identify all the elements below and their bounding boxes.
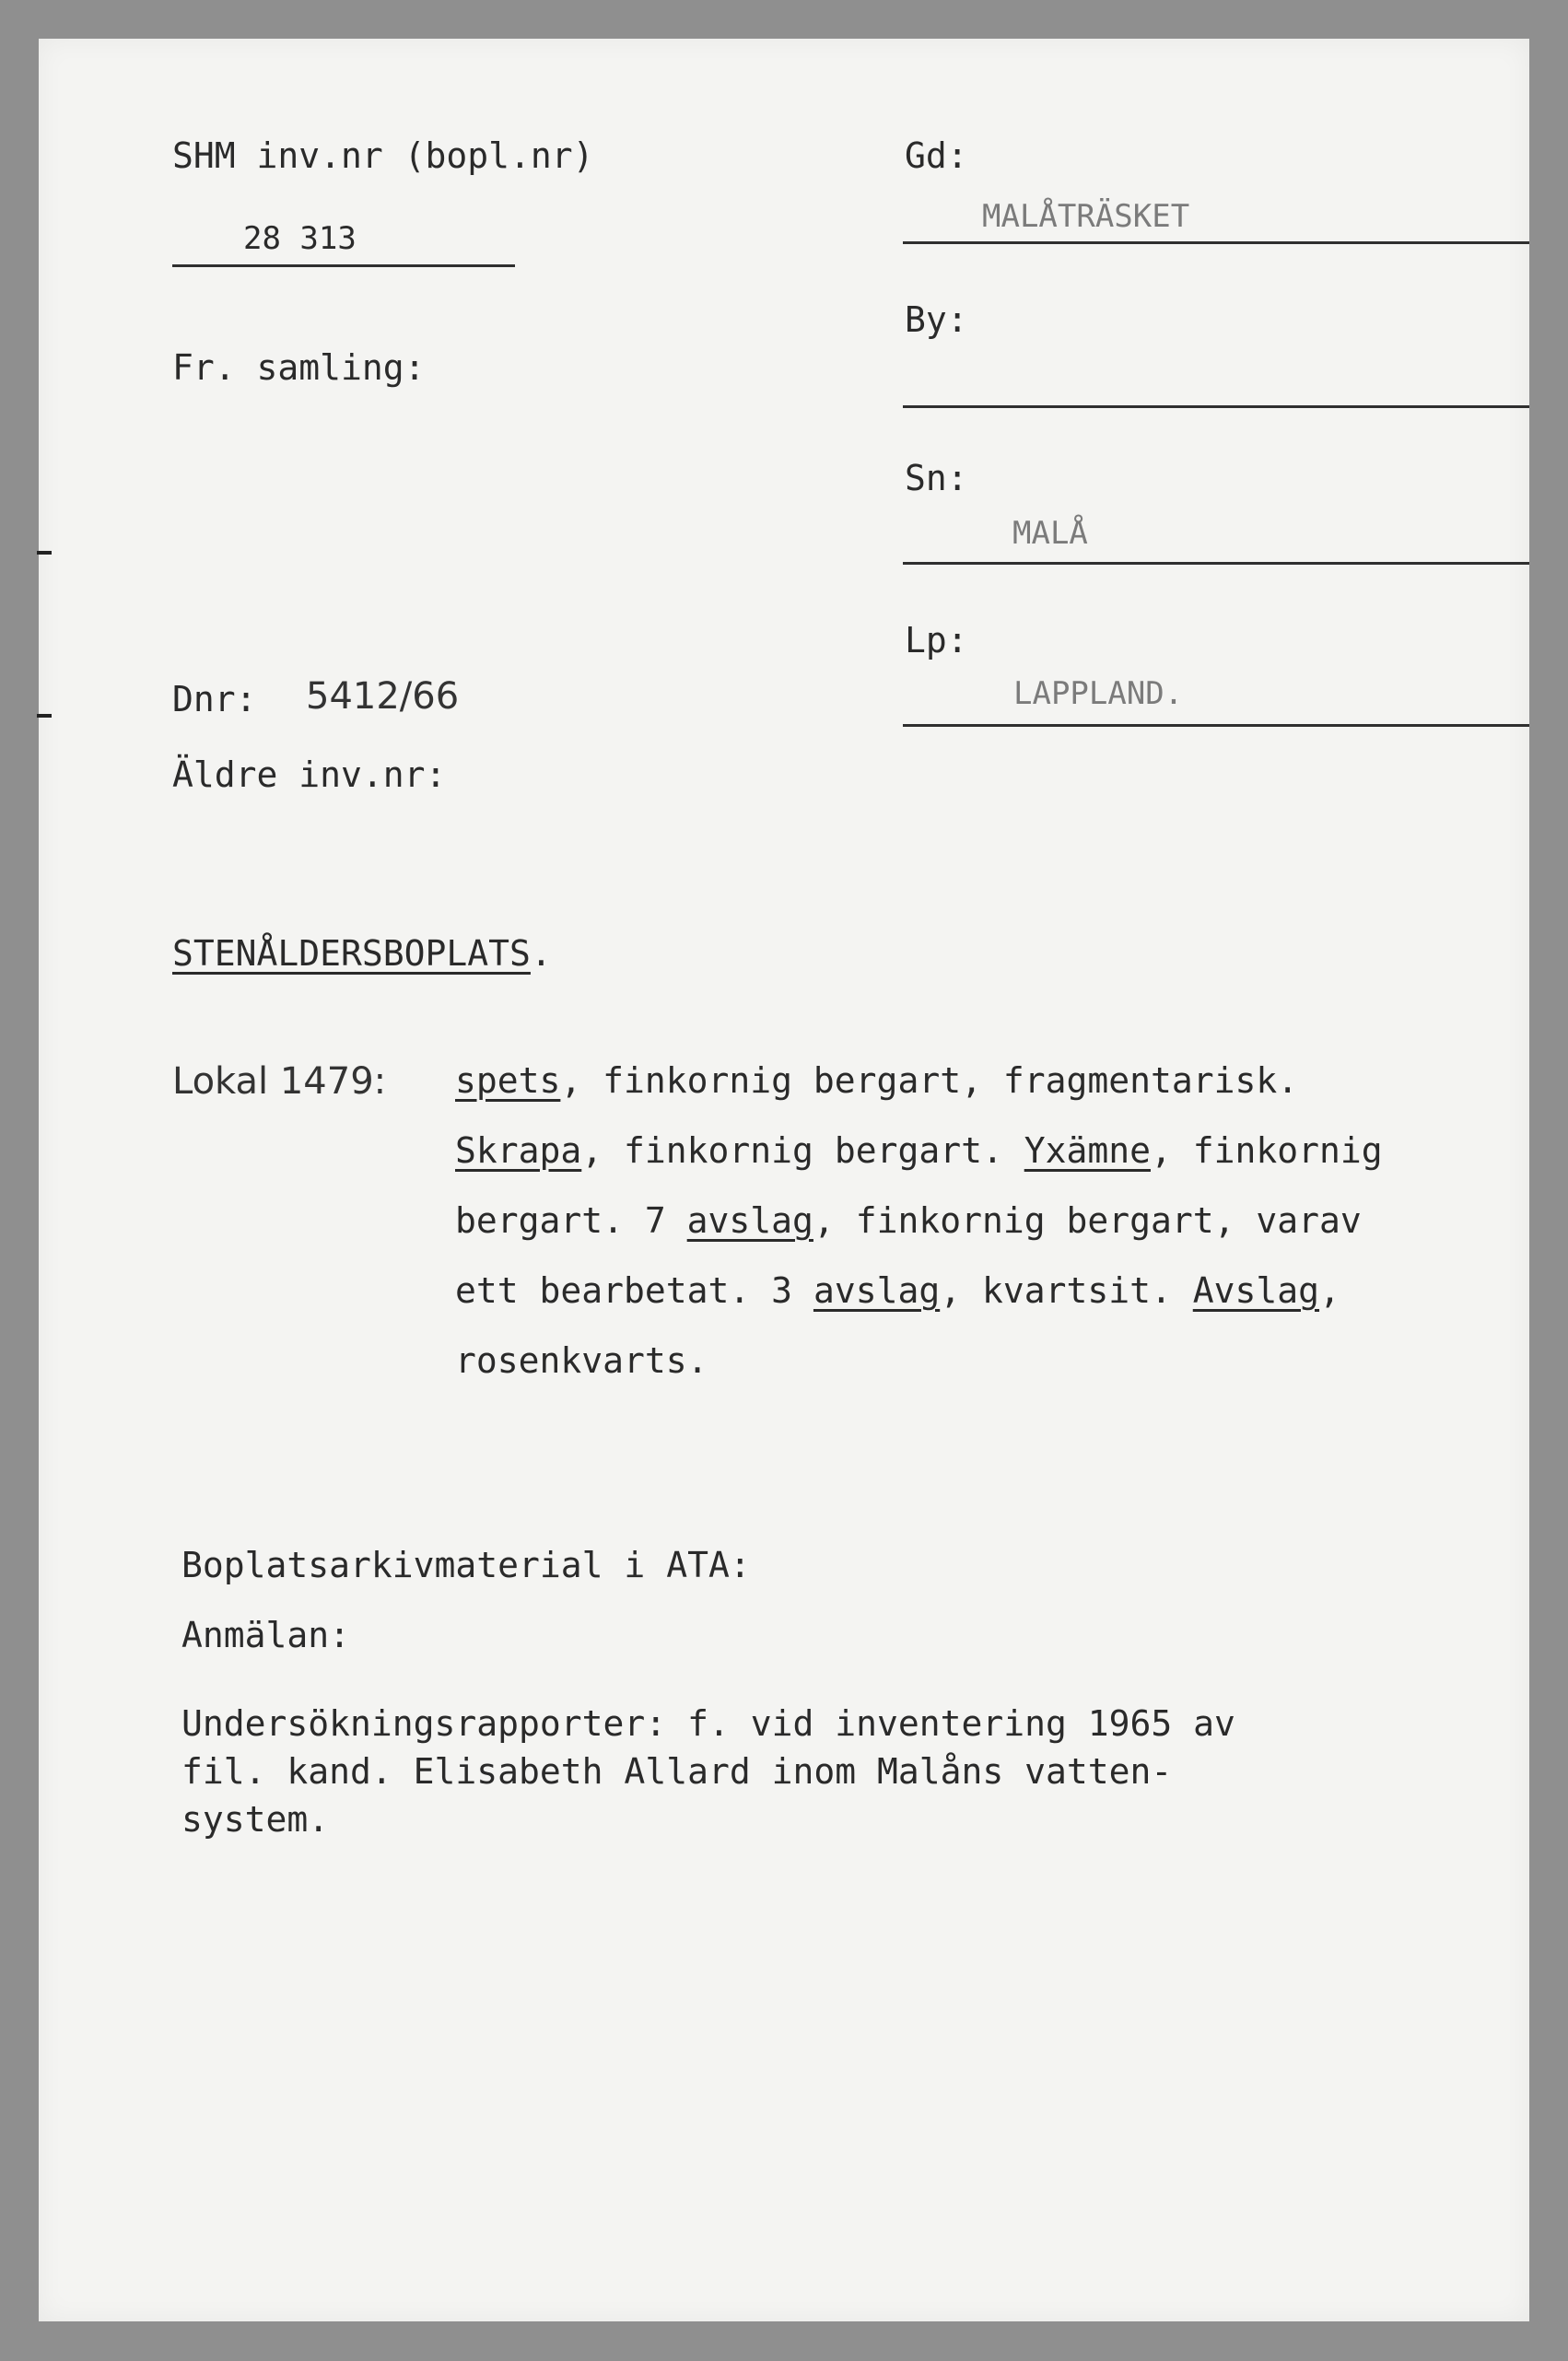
lp-label: Lp: [905, 620, 968, 660]
shm-inv-value: 28 313 [243, 220, 357, 257]
find-avslag: Avslag [1192, 1270, 1320, 1311]
shm-inv-rule [172, 264, 515, 267]
lokal-line-3 [455, 1200, 1362, 1241]
gd-label: Gd: [905, 135, 968, 176]
lokal-text: ett bearbetat. 3 [455, 1270, 813, 1311]
dnr-value: 5412/66 [306, 675, 460, 718]
archive-line-5: system. [181, 1799, 330, 1840]
shm-inv-label: SHM inv.nr (bopl.nr) [172, 135, 594, 176]
lokal-text: , finkornig bergart, fragmentarisk. [560, 1060, 1299, 1101]
edge-mark [37, 714, 52, 718]
lp-value: LAPPLAND. [1013, 675, 1184, 712]
aldre-inv-label: Äldre inv.nr: [172, 754, 447, 795]
lokal-text: bergart. 7 [455, 1200, 687, 1241]
lokal-line-5: rosenkvarts. [455, 1340, 708, 1381]
lokal-text: , [1319, 1270, 1340, 1311]
by-label: By: [905, 299, 968, 340]
find-avslag: avslag [686, 1200, 813, 1241]
lokal-text: , finkornig [1151, 1130, 1383, 1171]
dnr-label: Dnr: [172, 679, 257, 719]
lokal-line-2 [455, 1130, 1383, 1171]
find-spets: spets [455, 1060, 561, 1101]
lokal-label: Lokal 1479: [172, 1060, 387, 1103]
gd-rule [903, 241, 1529, 244]
lp-rule [903, 724, 1529, 727]
catalog-card [39, 39, 1529, 2321]
by-rule [903, 405, 1529, 408]
site-heading [172, 933, 552, 974]
fr-samling-label: Fr. samling: [172, 347, 426, 388]
find-skrapa: Skrapa [455, 1130, 582, 1171]
lokal-text: , kvartsit. [940, 1270, 1193, 1311]
edge-mark [37, 551, 52, 555]
site-heading-period: . [530, 933, 552, 974]
sn-value: MALÅ [1012, 515, 1088, 552]
gd-value: MALÅTRÄSKET [982, 198, 1190, 235]
site-heading-text: STENÅLDERSBOPLATS [172, 933, 531, 974]
archive-line-2: Anmälan: [181, 1615, 351, 1655]
archive-line-1: Boplatsarkivmaterial i ATA: [181, 1545, 751, 1585]
lokal-text: , finkornig bergart, varav [813, 1200, 1362, 1241]
archive-line-3: Undersökningsrapporter: f. vid inventering 1965 av [181, 1703, 1235, 1744]
sn-rule [903, 562, 1529, 565]
archive-line-4: fil. kand. Elisabeth Allard inom Malåns vatten- [181, 1751, 1173, 1792]
sn-label: Sn: [905, 458, 968, 498]
find-yxamne: Yxämne [1024, 1130, 1151, 1171]
lokal-line-4 [455, 1270, 1340, 1311]
lokal-line-1 [455, 1060, 1299, 1101]
lokal-text: , finkornig bergart. [581, 1130, 1024, 1171]
find-avslag: avslag [813, 1270, 941, 1311]
